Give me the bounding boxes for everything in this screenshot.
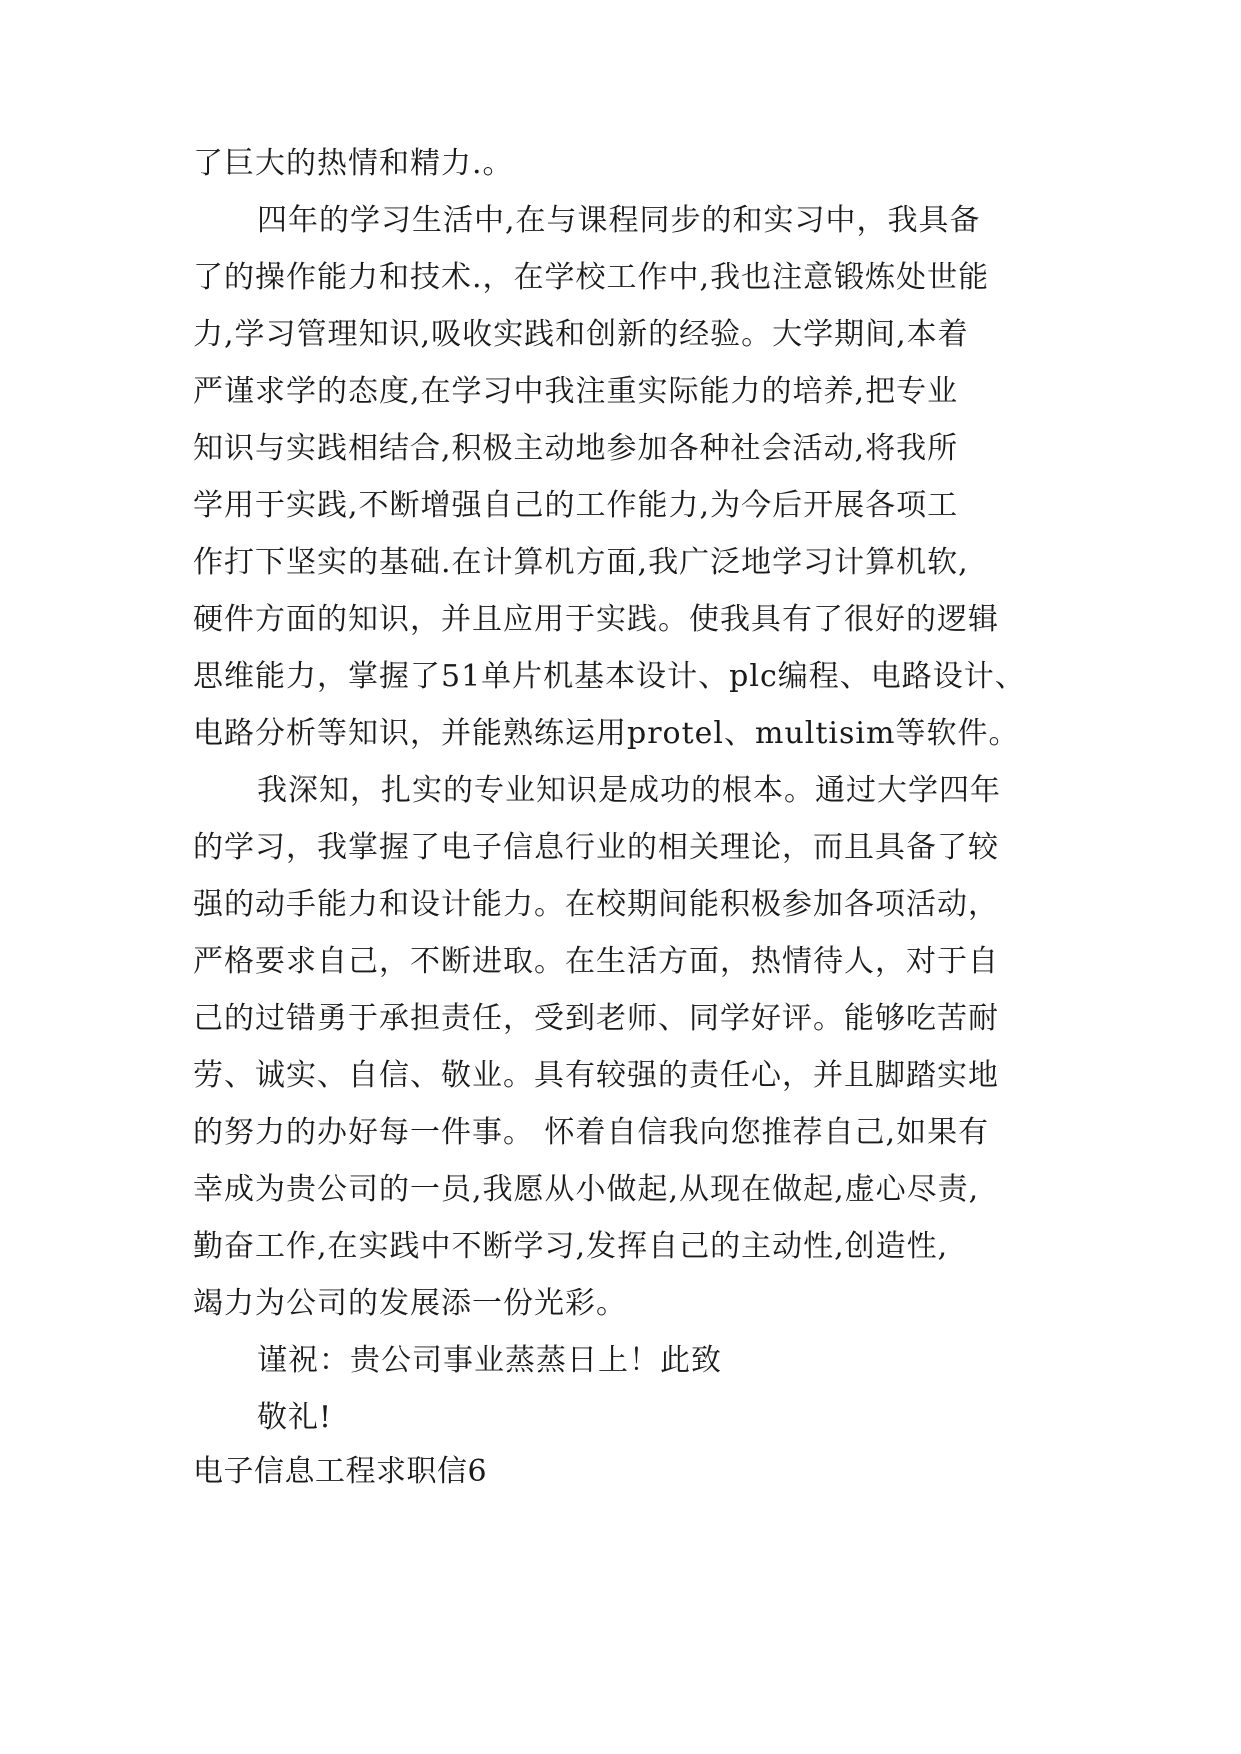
paragraph-line: 知识与实践相结合,积极主动地参加各种社会活动,将我所 [193,431,959,466]
paragraph-line: 硬件方面的知识，并且应用于实践。使我具有了很好的逻辑 [193,602,999,637]
paragraph-line: 力,学习管理知识,吸收实践和创新的经验。大学期间,本着 [193,317,969,352]
paragraph-line: 了的操作能力和技术.，在学校工作中,我也注意锻炼处世能 [193,260,990,295]
paragraph-line: 了巨大的热情和精力.。 [193,146,514,181]
paragraph-line: 我深知，扎实的专业知识是成功的根本。通过大学四年 [257,773,1001,808]
paragraph-line: 作打下坚实的基础.在计算机方面,我广泛地学习计算机软, [193,545,969,580]
paragraph-line: 己的过错勇于承担责任，受到老师、同学好评。能够吃苦耐 [193,1001,999,1036]
salutation: 敬礼! [257,1400,333,1435]
paragraph-line: 学用于实践,不断增强自己的工作能力,为今后开展各项工 [193,488,959,523]
closing-wishes: 谨祝：贵公司事业蒸蒸日上！此致 [257,1343,722,1378]
section-heading: 电子信息工程求职信6 [193,1454,488,1489]
paragraph-line: 电路分析等知识，并能熟练运用protel、multisim等软件。 [193,716,1020,751]
paragraph-line: 的学习，我掌握了电子信息行业的相关理论，而且具备了较 [193,830,999,865]
paragraph-line: 幸成为贵公司的一员,我愿从小做起,从现在做起,虚心尽责, [193,1172,980,1207]
paragraph-line: 严谨求学的态度,在学习中我注重实际能力的培养,把专业 [193,374,959,409]
paragraph-line: 严格要求自己，不断进取。在生活方面，热情待人，对于自 [193,944,999,979]
paragraph-line: 强的动手能力和设计能力。在校期间能积极参加各项活动， [193,887,999,922]
paragraph-line: 思维能力，掌握了51单片机基本设计、plc编程、电路设计、 [193,659,1026,694]
paragraph-line: 的努力的办好每一件事。 怀着自信我向您推荐自己,如果有 [193,1115,990,1150]
paragraph-line: 四年的学习生活中,在与课程同步的和实习中，我具备 [257,203,981,238]
paragraph-line: 劳、诚实、自信、敬业。具有较强的责任心，并且脚踏实地 [193,1058,999,1093]
paragraph-line: 勤奋工作,在实践中不断学习,发挥自己的主动性,创造性, [193,1229,949,1264]
paragraph-line: 竭力为公司的发展添一份光彩。 [193,1286,627,1321]
